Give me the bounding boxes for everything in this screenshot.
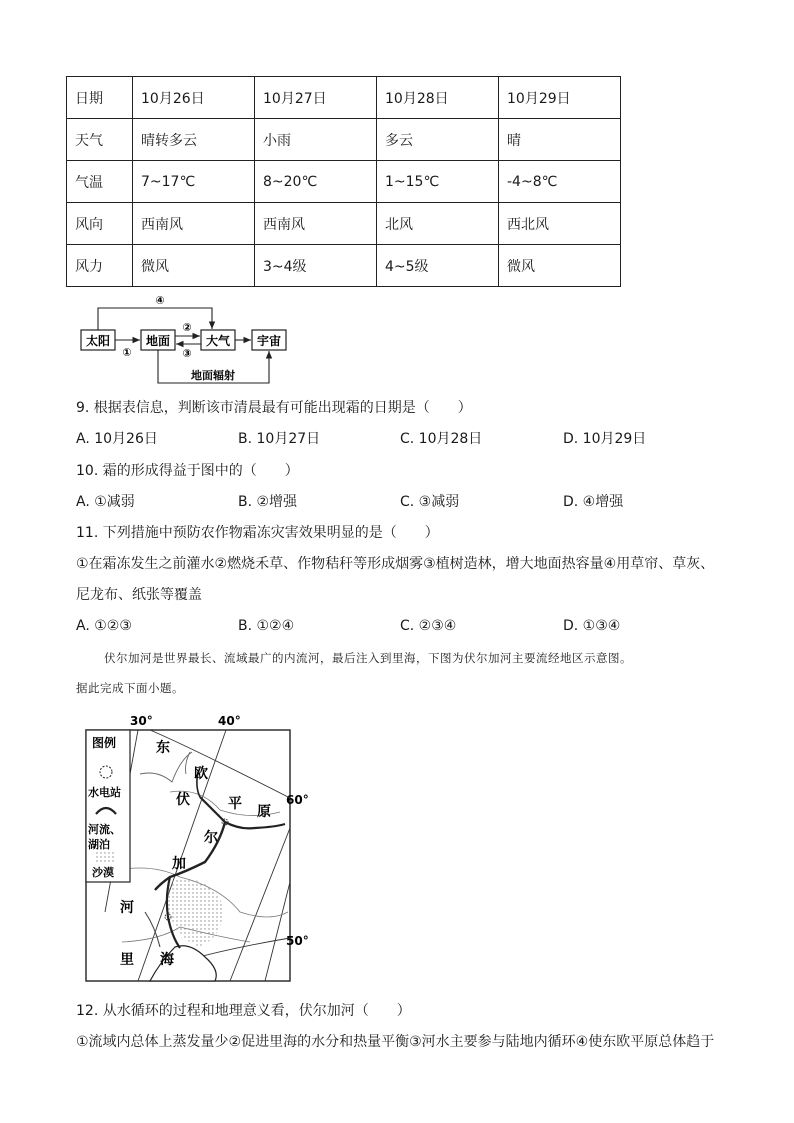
row-header-cell: 风向 bbox=[67, 203, 133, 245]
mark-2: ② bbox=[182, 321, 192, 334]
date-row bbox=[67, 77, 621, 119]
energy-flow-diagram bbox=[80, 290, 290, 390]
table-cell: 西北风 bbox=[499, 203, 621, 245]
legend-river-label-1: 河流、 bbox=[88, 823, 121, 836]
map-label-jia: 加 bbox=[172, 856, 186, 872]
table-cell: 北风 bbox=[377, 203, 499, 245]
table-cell: -4~8℃ bbox=[499, 161, 621, 203]
table-cell: 10月27日 bbox=[255, 77, 377, 119]
q10-option-a[interactable]: A. ①减弱 bbox=[76, 494, 135, 510]
mark-4: ④ bbox=[155, 294, 165, 307]
map-label-fu: 伏 bbox=[176, 792, 190, 808]
q11-statements-line1: ①在霜冻发生之前灌水②燃烧禾草、作物秸秆等形成烟雾③植树造林，增大地面热容量④用草帘、草灰、 bbox=[76, 556, 715, 572]
legend-title: 图例 bbox=[92, 736, 117, 750]
table-cell: 10月28日 bbox=[377, 77, 499, 119]
q10-option-d[interactable]: D. ④增强 bbox=[563, 494, 624, 510]
q11-option-d[interactable]: D. ①③④ bbox=[563, 618, 621, 634]
table-cell: 西南风 bbox=[133, 203, 255, 245]
mark-1: ① bbox=[122, 346, 132, 359]
ground-radiation-label: 地面辐射 bbox=[191, 369, 235, 382]
q9-option-a[interactable]: A. 10月26日 bbox=[76, 431, 158, 447]
table-cell: 7~17℃ bbox=[133, 161, 255, 203]
table-cell: 8~20℃ bbox=[255, 161, 377, 203]
lat-50-label: 50° bbox=[286, 934, 309, 948]
q12-statements-line1: ①流域内总体上蒸发量少②促进里海的水分和热量平衡③河水主要参与陆地内循环④使东欧平原总体趋于 bbox=[76, 1034, 715, 1050]
q11-stem: 11. 下列措施中预防农作物霜冻灾害效果明显的是（ ） bbox=[76, 525, 439, 541]
wind-force-row bbox=[67, 245, 621, 287]
volga-river-map bbox=[80, 712, 310, 987]
table-cell: 1~15℃ bbox=[377, 161, 499, 203]
space-label: 宇宙 bbox=[256, 334, 282, 348]
atmosphere-label: 大气 bbox=[205, 334, 231, 348]
arrow-4 bbox=[98, 308, 212, 330]
q9-option-c[interactable]: C. 10月28日 bbox=[400, 431, 483, 447]
table-cell: 西南风 bbox=[255, 203, 377, 245]
table-cell: 晴 bbox=[499, 119, 621, 161]
temperature-row bbox=[67, 161, 621, 203]
table-cell: 晴转多云 bbox=[133, 119, 255, 161]
map-label-li: 里 bbox=[120, 952, 134, 968]
table-cell: 4~5级 bbox=[377, 245, 499, 287]
mark-3: ③ bbox=[182, 347, 192, 360]
q11-option-a[interactable]: A. ①②③ bbox=[76, 618, 132, 634]
row-header-cell: 气温 bbox=[67, 161, 133, 203]
legend-hydro-label: 水电站 bbox=[88, 786, 121, 799]
q12-stem: 12. 从水循环的过程和地理意义看，伏尔加河（ ） bbox=[76, 1003, 411, 1019]
lon-30-label: 30° bbox=[130, 714, 153, 728]
sun-label: 太阳 bbox=[85, 334, 111, 348]
map-label-er: 尔 bbox=[204, 830, 218, 846]
table-cell: 微风 bbox=[133, 245, 255, 287]
table-cell: 小雨 bbox=[255, 119, 377, 161]
q9-option-b[interactable]: B. 10月27日 bbox=[238, 431, 321, 447]
q10-option-b[interactable]: B. ②增强 bbox=[238, 494, 298, 510]
map-label-yuan: 原 bbox=[257, 804, 271, 820]
q11-option-b[interactable]: B. ①②④ bbox=[238, 618, 295, 634]
q9-stem: 9. 根据表信息，判断该市清晨最有可能出现霜的日期是（ ） bbox=[76, 400, 472, 416]
table-cell: 10月29日 bbox=[499, 77, 621, 119]
q10-stem: 10. 霜的形成得益于图中的（ ） bbox=[76, 463, 299, 479]
passage-line2: 据此完成下面小题。 bbox=[76, 681, 184, 695]
lon-40-label: 40° bbox=[218, 714, 241, 728]
passage-line1: 伏尔加河是世界最长、流域最广的内流河，最后注入到里海，下图为伏尔加河主要流经地区示意图。 bbox=[104, 651, 632, 665]
q9-option-d[interactable]: D. 10月29日 bbox=[563, 431, 647, 447]
map-label-hai: 海 bbox=[160, 952, 174, 968]
weather-table bbox=[66, 76, 621, 287]
row-header-cell: 风力 bbox=[67, 245, 133, 287]
legend-river-label-2: 湖泊 bbox=[88, 838, 110, 851]
row-header-cell: 日期 bbox=[67, 77, 133, 119]
weather-row bbox=[67, 119, 621, 161]
map-label-dong: 东 bbox=[156, 740, 170, 756]
map-label-he: 河 bbox=[120, 900, 134, 916]
ground-label: 地面 bbox=[145, 334, 171, 348]
map-label-ou: 欧 bbox=[194, 766, 208, 782]
table-cell: 3~4级 bbox=[255, 245, 377, 287]
q10-option-c[interactable]: C. ③减弱 bbox=[400, 494, 460, 510]
lat-60-label: 60° bbox=[286, 793, 309, 807]
legend-desert-label: 沙漠 bbox=[92, 866, 114, 879]
table-cell: 多云 bbox=[377, 119, 499, 161]
row-header-cell: 天气 bbox=[67, 119, 133, 161]
q11-option-c[interactable]: C. ②③④ bbox=[400, 618, 457, 634]
table-cell: 10月26日 bbox=[133, 77, 255, 119]
q11-statements-line2: 尼龙布、纸张等覆盖 bbox=[76, 587, 202, 603]
map-label-ping: 平 bbox=[228, 796, 242, 812]
desert-legend-icon bbox=[96, 852, 116, 862]
wind-direction-row bbox=[67, 203, 621, 245]
table-cell: 微风 bbox=[499, 245, 621, 287]
